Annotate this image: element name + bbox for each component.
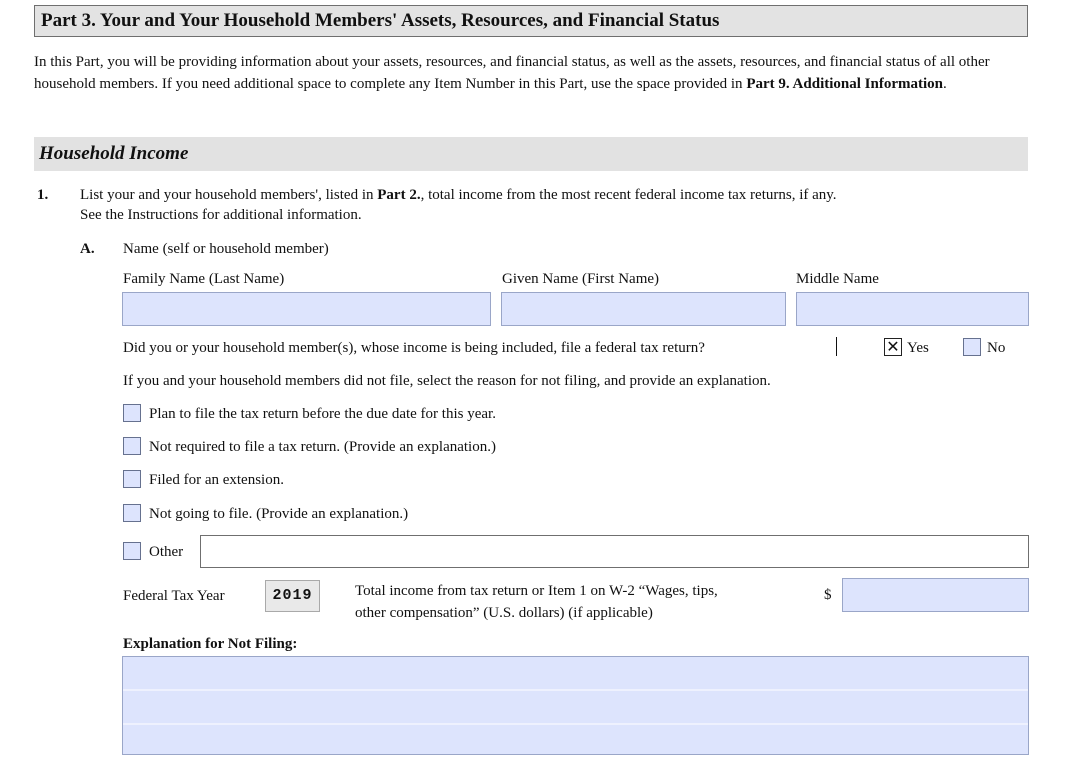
no-checkbox[interactable]: [963, 338, 981, 356]
intro-reference: Part 9. Additional Information: [746, 76, 943, 92]
item-1a-label: Name (self or household member): [123, 241, 329, 257]
given-name-label: Given Name (First Name): [502, 271, 660, 287]
currency-symbol: $: [824, 587, 832, 603]
reason-other-checkbox[interactable]: [123, 542, 141, 560]
middle-name-field[interactable]: [796, 292, 1029, 326]
item-1-part-reference: Part 2.: [377, 187, 421, 203]
intro-text: In this Part, you will be providing information about your assets, resources, and financial status, as well as the assets, resources, and financial status of all other household members. If you need additional space to complete any Item Number in this Part, use the space provided in: [34, 54, 990, 92]
no-label: No: [987, 340, 1006, 356]
reason-plan-to-file-label: Plan to file the tax return before the due date for this year.: [149, 406, 496, 422]
item-1-text-continued: , total income from the most recent federal income tax returns, if any.: [420, 187, 837, 203]
item-1a-letter: A.: [80, 241, 95, 257]
item-1-see-instructions: See the Instructions for additional information.: [80, 207, 362, 223]
federal-tax-year-field[interactable]: 2019: [265, 580, 320, 612]
item-1-number: 1.: [37, 187, 49, 203]
reason-extension-checkbox[interactable]: [123, 470, 141, 488]
family-name-field[interactable]: [122, 292, 491, 326]
text-cursor: [836, 337, 837, 356]
part-3-intro: [34, 51, 1029, 95]
given-name-field[interactable]: [501, 292, 786, 326]
part-3-title: Part 3. Your and Your Household Members' Assets, Resources, and Financial Status: [41, 10, 720, 31]
reason-plan-to-file-checkbox[interactable]: [123, 404, 141, 422]
part-3-header: [34, 5, 1028, 37]
total-income-label-line-1: Total income from tax return or Item 1 on W-2 “Wages, tips,: [355, 583, 718, 599]
reason-other-label: Other: [149, 544, 184, 560]
item-1-instruction: [80, 185, 1030, 205]
x-mark-icon: ✕: [886, 337, 900, 356]
household-income-title: Household Income: [39, 143, 189, 164]
household-income-header: [34, 137, 1028, 171]
reason-not-required-label: Not required to file a tax return. (Provide an explanation.): [149, 439, 496, 455]
intro-end: .: [943, 76, 947, 92]
filed-tax-return-question: Did you or your household member(s), whose income is being included, file a federal tax return?: [123, 340, 705, 356]
total-income-field[interactable]: [842, 578, 1029, 612]
other-reason-field[interactable]: [200, 535, 1029, 568]
yes-label: Yes: [907, 340, 929, 356]
reason-not-going-to-file-checkbox[interactable]: [123, 504, 141, 522]
explanation-textarea[interactable]: [122, 656, 1029, 755]
total-income-label-line-2: other compensation” (U.S. dollars) (if applicable): [355, 605, 653, 621]
middle-name-label: Middle Name: [796, 271, 879, 287]
item-1-text: List your and your household members', listed in: [80, 187, 378, 203]
family-name-label: Family Name (Last Name): [123, 271, 285, 287]
federal-tax-year-label: Federal Tax Year: [123, 588, 225, 604]
yes-checkbox[interactable]: [884, 338, 902, 356]
not-filed-instruction: If you and your household members did not file, select the reason for not filing, and provide an explanation.: [123, 373, 771, 389]
explanation-label: Explanation for Not Filing:: [123, 636, 298, 652]
reason-not-going-to-file-label: Not going to file. (Provide an explanation.): [149, 506, 409, 522]
reason-not-required-checkbox[interactable]: [123, 437, 141, 455]
reason-extension-label: Filed for an extension.: [149, 472, 284, 488]
